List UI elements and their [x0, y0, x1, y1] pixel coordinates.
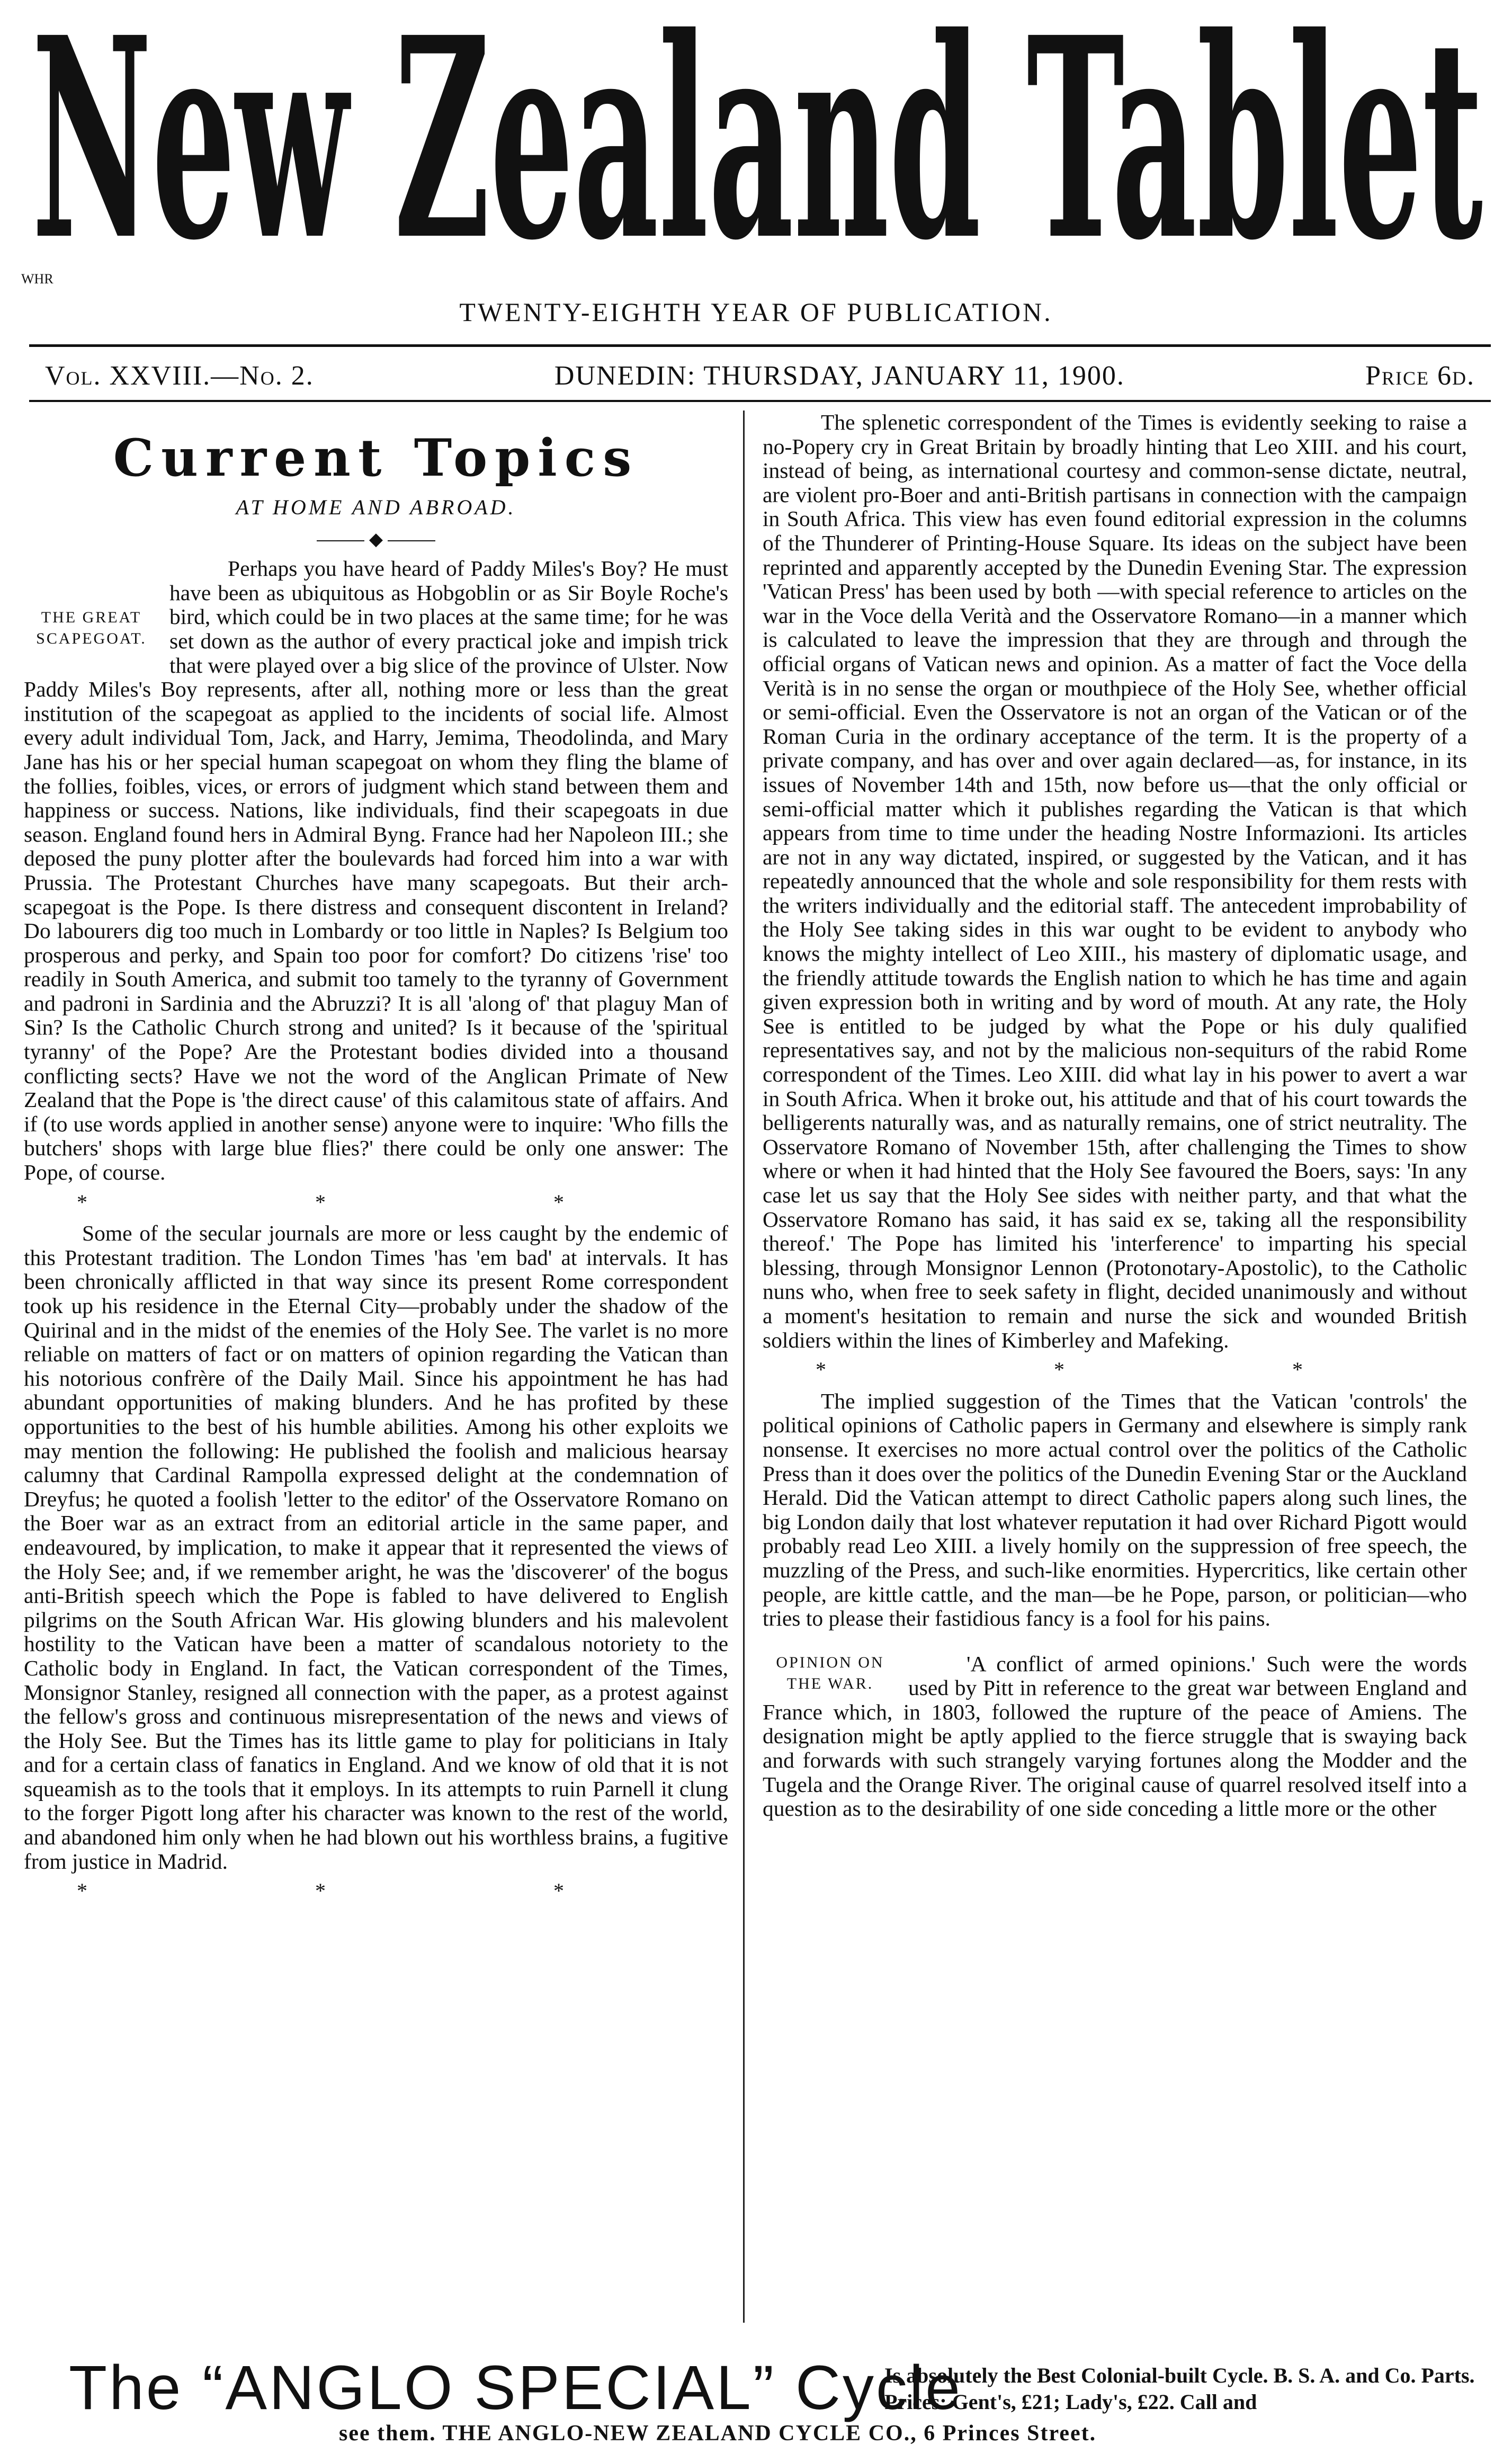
paragraph-times: Some of the secular journals are more or less caught by the endemic of this Protestant tradition. The London Times 'has 'em bad' at intervals. It has been chronically afflicted in that way since its present Rome correspondent took up his residence in the Eternal City—probably under the shadow of the Quirinal and in the midst of the enemies of the Holy See. The varlet is no more reliable on matters of fact or on matters of opinion regarding the Vatican than his notorious confrère of the Daily Mail. Since his appointment he has had abundant opportunities of making blunders. And he has profited by these opportunities to the best of his humble abilities. Among his other exploits we may mention the following: He published the foolish and malicious hearsay calumny that Cardinal Rampolla expressed delight at the condemnation of Dreyfus; he quoted a foolish 'letter to the editor' of the Osservatore Romano on the Boer war as an extract from an editorial article in the same paper, and endeavoured, by implication, to make it appear that it represented the views of the Holy See; and, if we remember aright, he was the 'discoverer' of the bogus anti-British speech which the Pope is fabled to have delivered to English pilgrims on the South African War. His glowing blunders and his malevolent hostility to the Vatican have been a matter of scandalous notoriety to the Catholic body in England. In fact, the Vatican correspondent of the Times, Monsignor Stanley, resigned all connection with the paper, as a protest against the fellow's gross and continuous misrepresentation of the news and views of the Holy See. But the Times has its little game to play for politicians in Italy and for a certain class of fanatics in England. And we know of old that it is not squeamish as to the tools that it employs. In its attempts to ruin Parnell it clung to the forger Pigott long after his character was known to the rest of the world, and abandoned him only when he had blown out his worthless brains, a fugitive from justice in Madrid.: [24, 1221, 728, 1874]
place-date: DUNEDIN: THURSDAY, JANUARY 11, 1900.: [554, 361, 1125, 391]
advertisement: [21, 2352, 1499, 2447]
volume-number: Vol. XXVIII.—No. 2.: [45, 361, 314, 391]
side-label-opinion: OPINION ON THE WAR.: [776, 1653, 884, 1692]
masthead-title: [21, 13, 1493, 299]
star-divider: * * *: [816, 1358, 1414, 1382]
price: Price 6d.: [1365, 361, 1475, 391]
ad-headline: The “ANGLO SPECIAL” Cycle: [69, 2353, 962, 2423]
diamond-ornament: ◆: [24, 528, 728, 552]
paragraph-scapegoat: Perhaps you have heard of Paddy Miles's Boy? He must have been as ubiquitous as Hobgoblin or as Sir Boyle Roche's bird, which could be in two places at the same time; for he was set down as the author of every practical joke and impish trick that were played over a big slice of the province of Ulster. Now Paddy Miles's Boy represents, after all, nothing more or less than the great institution of the scapegoat as applied to the incidents of social life. Almost every adult individual Tom, Jack, and Harry, Jemima, Theodolinda, and Mary Jane has his or her special human scapegoat on whom they fling the blame of the follies, foibles, vices, or errors of judgment which stand between them and happiness or success. Nations, like individuals, find their scapegoats in due season. England found hers in Admiral Byng. France had her Napoleon III.; she deposed the puny plotter after the boulevards had forced him into a war with Prussia. The Protestant Churches have many scapegoats. But their arch-scapegoat is the Pope. Is there distress and consequent discontent in Ireland? Do labourers dig too much in Lombardy or too little in Naples? Is Belgium too prosperous and perky, and Spain too poor for comfort? Do citizens 'rise' too readily in South America, and submit too tamely to the tyranny of Government and padroni in Sardinia and the Abruzzi? It is all 'along of' that plaguy Man of Sin? Is the Catholic Church strong and united? Is it because of the 'spiritual tyranny' of the Pope? Are the Protestant bodies divided into a thousand conflicting sects? Have we not the word of the Anglican Primate of New Zealand that the Pope is 'the direct cause' of this calamitous state of affairs. And if (to use words applied in another sense) anyone were to inquire: 'Who fills the butchers' shops with large blue flies?' there could be only one answer: The Pope, of course.: [24, 556, 728, 1185]
side-label-scapegoat: THE GREAT SCAPEGOAT.: [36, 609, 147, 648]
section-heading: Current Topics: [113, 428, 639, 488]
paragraph-control: The implied suggestion of the Times that the Vatican 'controls' the political opinions of Catholic papers in Germany and elsewhere is simply rank nonsense. It exercises no more actual control over the politics of the Catholic Press than it does over the politics of the Dunedin Evening Star or the Auckland Herald. Did the Vatican attempt to direct Catholic papers along such lines, the big London daily that lost whatever reputation it had over Richard Pigott would probably read Leo XIII. a lively homily on the suppression of free speech, the muzzling of the Press, and such-like enormities. Hypercritics, like certain other people, are kittle cattle, and the man—be he Pope, parson, or politician—who tries to please their fastidious fancy is a fool for his pains.: [763, 1388, 1467, 1631]
star-divider: * * *: [77, 1190, 675, 1214]
section-subheading: AT HOME AND ABROAD.: [236, 495, 516, 519]
paragraph-vatican-press: The splenetic correspondent of the Times is evidently seeking to raise a no-Popery cry in Great Britain by broadly hinting that Leo XIII. and his court, instead of being, as international courtesy and common-sense dictate, neutral, are violent pro-Boer and anti-British partisans in connection with the campaign in South Africa. This view has even found editorial expression in the columns of the Thunderer of Printing-House Square. Its ideas on the subject have been reprinted and apparently accepted by the Dunedin Evening Star. The expression 'Vatican Press' has been used by both —with special reference to articles on the war in the Voce della Verità and the Osservatore Romano—in a manner which is calculated to leave the impression that they are through and through the official organs of Vatican news and opinion. As a matter of fact the Voce della Verità is in no sense the organ or mouthpiece of the Holy See, whether official or semi-official. Even the Osservatore is not an organ of the Vatican or of the Roman Curia in the ordinary acceptance of the term. It is the property of a private company, and has over and over again declared—as, for instance, in its issues of November 14th and 15th, now before us—that the only official or semi-official matter which it publishes regarding the Vatican is that which appears from time to time under the heading Nostre Informazioni. Its articles are not in any way dictated, inspired, or suggested by the Vatican, and it has repeatedly announced that the whole and sole responsibility for them rests with the writers individually and the editorial staff. The antecedent improbability of the Holy See taking sides in this war ought to be evident to anybody who knows the mighty intellect of Leo XIII., his mastery of diplomatic usage, and the friendly attitude towards the English nation to which he has time and again given expression both in writing and by word of mouth. At any rate, the Holy See is entitled to be judged by what the Pope or his duly qualified representatives say, and not by the malicious non-sequiturs of the rabid Rome correspondent of the Times. Leo XIII. did what lay in his power to avert a war in South Africa. When it broke out, his attitude and that of his court towards the belligerents naturally was, and as naturally remains, one of strict neutrality. The Osservatore Romano of November 15th, after challenging the Times to show where or when it had hinted that the Holy See favoured the Boers, says: 'In any case let us say that the Holy See sides with neither party, and that what the Osservatore Romano has said, it has said ex se, taking all the responsibility thereof.' The Pope has limited his 'interference' to imparting his special blessing, through Monsignor Lennon (Protonotary-Apostolic), to the Catholic nuns who, when free to seek safety in flight, decided unanimously and without a moment's hesitation to remain and nurse the sick and wounded British soldiers within the lines of Kimberley and Mafeking.: [763, 411, 1467, 1352]
rule-top: [29, 344, 1491, 347]
ad-address: see them. THE ANGLO-NEW ZEALAND CYCLE CO., 6 Princes Street.: [339, 2421, 1097, 2446]
masthead-mark: WHR: [21, 271, 53, 287]
paragraph-conflict: 'A conflict of armed opinions.' Such were the words used by Pitt in reference to the great war between England and France which, in 1803, followed the rupture of the peace of Amiens. The designation might be aptly applied to the fierce struggle that is swaying back and forwards with such strangely varying fortunes along the Modder and the Tugela and the Orange River. The original cause of quarrel resolved itself into a question as to the desirability of one side conceding a little more or the other: [763, 1651, 1467, 1821]
rule-bottom: [29, 400, 1491, 402]
column-divider: [743, 411, 745, 2323]
dateline: [45, 360, 1475, 391]
right-column: [763, 411, 1467, 2328]
publication-year-line: TWENTY-EIGHTH YEAR OF PUBLICATION.: [459, 297, 1053, 327]
masthead-text: New Zealand Tablet: [32, 13, 1484, 299]
left-column: [24, 411, 728, 2328]
ad-body: Is absolutely the Best Colonial-built Cycle. B. S. A. and Co. Parts. Prices: Gent's, £21; Lady's, £22. Call and: [884, 2363, 1475, 2414]
star-divider: * * *: [77, 1879, 675, 1903]
